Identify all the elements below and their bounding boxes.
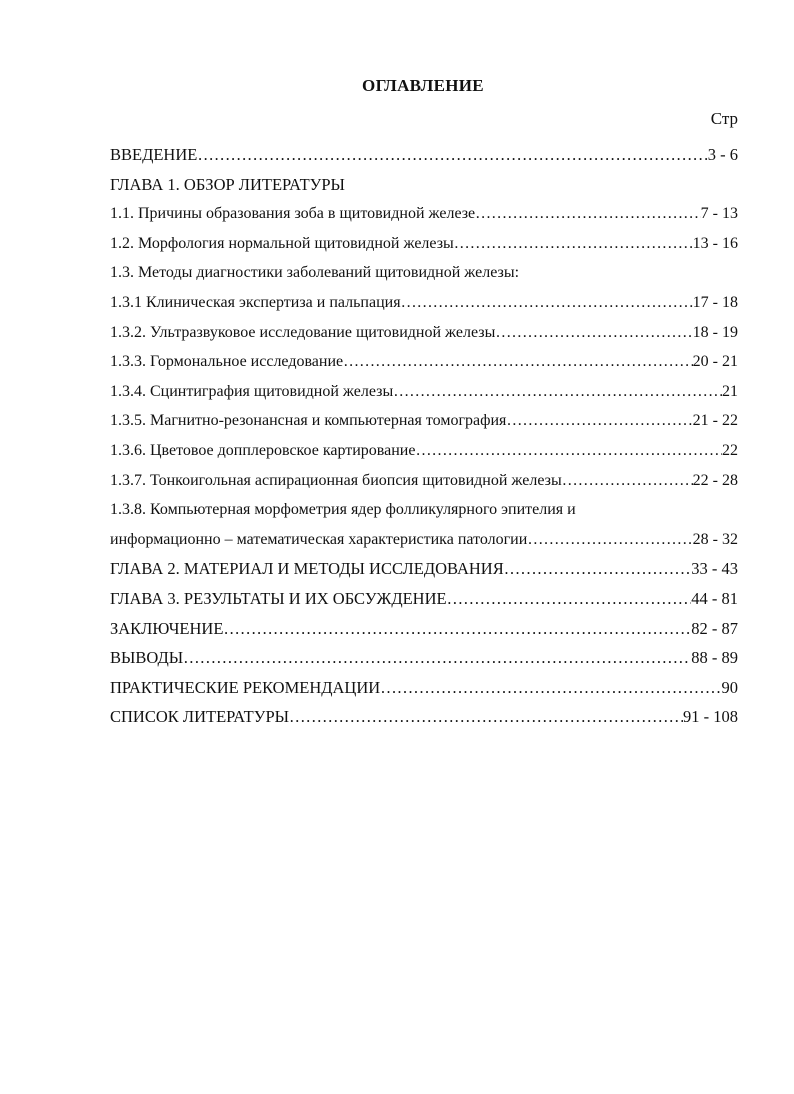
- toc-entry-pages: 3 - 6: [707, 145, 738, 164]
- toc-entry: [110, 584, 738, 614]
- toc-leader-dots: [504, 554, 692, 584]
- toc-leader-dots: [393, 377, 722, 407]
- toc-entry-title: ГЛАВА 1. ОБЗОР ЛИТЕРАТУРЫ: [110, 174, 345, 194]
- toc-entry-pages: 13 - 16: [692, 234, 738, 252]
- toc-entry: [110, 436, 738, 466]
- toc-entry: [110, 525, 738, 555]
- page-title: ОГЛАВЛЕНИЕ: [362, 76, 484, 95]
- toc-entry-pages: 17 - 18: [692, 293, 738, 311]
- toc-entry-title: 1.3.1 Клиническая экспертиза и пальпация: [110, 293, 401, 311]
- toc-entry: [110, 318, 738, 348]
- toc-entry-title: ЗАКЛЮЧЕНИЕ: [110, 618, 224, 638]
- toc-entry: [110, 554, 738, 584]
- toc-entry: [110, 406, 738, 436]
- toc-leader-dots: [562, 466, 693, 496]
- toc-entry: [110, 466, 738, 496]
- toc-entry-title: 1.3.5. Магнитно-резонансная и компьютерная томография: [110, 412, 507, 430]
- toc-entry-pages: 20 - 21: [692, 353, 738, 371]
- toc-entry-pages: 21 - 22: [692, 412, 738, 430]
- toc-entry-title: 1.3.8. Компьютерная морфометрия ядер фолликулярного эпителия и: [110, 501, 576, 519]
- toc-entry-title: СПИСОК ЛИТЕРАТУРЫ: [110, 707, 290, 727]
- toc-entry: [110, 643, 738, 673]
- toc-entry: [110, 614, 738, 644]
- toc-leader-dots: [495, 318, 692, 348]
- toc-entry-title: 1.3.7. Тонкоигольная аспирационная биопсия щитовидной железы: [110, 471, 562, 489]
- toc-entry-pages: 22: [722, 441, 738, 459]
- toc-entry-title: ВВЕДЕНИЕ: [110, 145, 198, 164]
- toc-entry-title: информационно – математическая характеристика патологии: [110, 530, 528, 548]
- toc-leader-dots: [506, 406, 692, 436]
- toc-entry-pages: 22 - 28: [692, 471, 738, 489]
- toc-entry: [110, 199, 738, 229]
- toc-entry-pages: 21: [722, 382, 738, 400]
- toc-leader-dots: [289, 702, 683, 732]
- toc-entry: [110, 673, 738, 703]
- toc-leader-dots: [454, 229, 693, 259]
- toc-leader-dots: [183, 643, 691, 673]
- toc-entry: [110, 495, 738, 525]
- toc-entry-pages: 33 - 43: [691, 559, 738, 579]
- toc-leader-dots: [527, 525, 692, 555]
- toc-entry-pages: 28 - 32: [692, 530, 738, 548]
- toc-entry-title: 1.3. Методы диагностики заболеваний щитовидной железы:: [110, 264, 520, 282]
- toc-entry-title: ГЛАВА 3. РЕЗУЛЬТАТЫ И ИХ ОБСУЖДЕНИЕ: [110, 588, 447, 608]
- toc-entry-title: 1.2. Морфология нормальной щитовидной железы: [110, 234, 454, 252]
- toc-entry-pages: 88 - 89: [691, 648, 738, 668]
- toc-entry-title: ВЫВОДЫ: [110, 648, 184, 668]
- toc-entry-title: ГЛАВА 2. МАТЕРИАЛ И МЕТОДЫ ИССЛЕДОВАНИЯ: [110, 559, 504, 579]
- toc-entry-title: 1.3.4. Сцинтиграфия щитовидной железы: [110, 382, 394, 400]
- toc-entry-title: 1.1. Причины образования зоба в щитовидной железе: [110, 205, 476, 223]
- toc-entry: [110, 258, 738, 288]
- toc-leader-dots: [415, 436, 722, 466]
- toc-entry: [110, 288, 738, 318]
- toc-entry: [110, 347, 738, 377]
- toc-entry: [110, 377, 738, 407]
- toc-leader-dots: [380, 673, 721, 703]
- toc-leader-dots: [401, 288, 693, 318]
- toc-leader-dots: [447, 584, 692, 614]
- toc-entry: [110, 170, 738, 200]
- toc-entry-pages: 90: [721, 677, 738, 697]
- toc-entry-title: ПРАКТИЧЕСКИЕ РЕКОМЕНДАЦИИ: [110, 677, 381, 697]
- toc-entry-pages: 7 - 13: [700, 205, 738, 223]
- toc-entry-title: 1.3.2. Ультразвуковое исследование щитовидной железы: [110, 323, 496, 341]
- toc-entry-pages: 44 - 81: [691, 588, 738, 608]
- toc-leader-dots: [343, 347, 693, 377]
- toc-entry-title: 1.3.6. Цветовое допплеровское картирование: [110, 441, 416, 459]
- toc-leader-dots: [197, 140, 707, 170]
- table-of-contents: [110, 140, 738, 732]
- toc-entry: [110, 229, 738, 259]
- toc-entry-pages: 91 - 108: [683, 707, 738, 727]
- page-column-label: Стр: [710, 109, 738, 128]
- toc-entry-title: 1.3.3. Гормональное исследование: [110, 353, 344, 371]
- toc-entry-pages: 18 - 19: [692, 323, 738, 341]
- toc-leader-dots: [475, 199, 701, 229]
- toc-entry-pages: 82 - 87: [691, 618, 738, 638]
- toc-entry: [110, 140, 738, 170]
- toc-entry: [110, 702, 738, 732]
- toc-leader-dots: [223, 614, 691, 644]
